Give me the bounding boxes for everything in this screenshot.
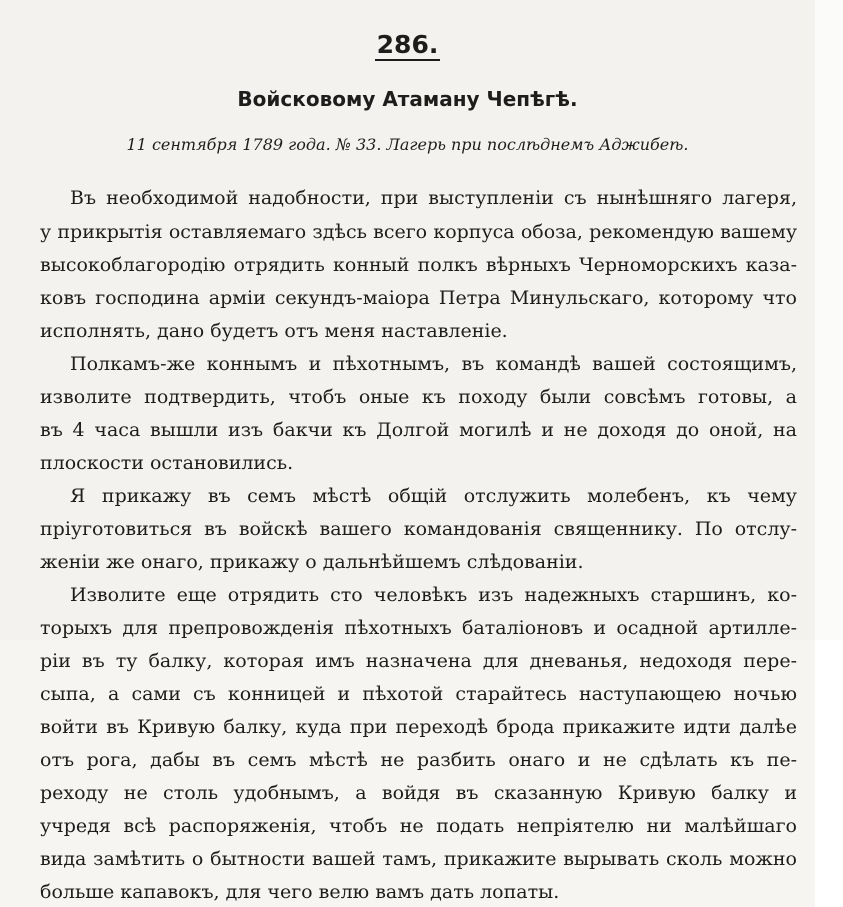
text-line: Я прикажу въ семъ мѣстѣ общій отслужить молебенъ, къ чему <box>70 485 797 507</box>
text-line: реходу не столь удобнымъ, а войдя въ сказанную Кривую балку и <box>40 782 797 804</box>
text-line: войти въ Кривую балку, куда при переходѣ брода прикажите идти далѣе <box>40 716 797 738</box>
text-line: ковъ господина арміи секундъ-маіора Петра Минульскаго, которому что <box>40 287 797 309</box>
page-edge <box>815 0 843 640</box>
text-line: Изволите еще отрядить сто человѣкъ изъ надежныхъ старшинъ, ко- <box>70 584 797 606</box>
document-number <box>0 30 815 59</box>
document-addressee: Войсковому Атаману Чепѣгѣ. <box>237 87 578 111</box>
text-line: вида замѣтить о бытности вашей тамъ, прикажите вырывать сколь можно <box>40 848 797 870</box>
text-line: высокоблагородію отрядить конный полкъ вѣрныхъ Черноморскихъ каза- <box>40 254 797 276</box>
document-number-text: 286. <box>376 30 439 59</box>
text-line: въ 4 часа вышли изъ бакчи къ Долгой могилѣ и не доходя до оной, на <box>40 419 797 441</box>
text-line: исполнять, дано будетъ отъ меня наставленіе. <box>40 320 508 342</box>
text-line: у прикрытія оставляемаго здѣсь всего корпуса обоза, рекомендую вашему <box>40 221 797 243</box>
text-line: сыпа, а сами съ конницей и пѣхотой старайтесь наступающею ночью <box>40 683 797 705</box>
document-dateline: 11 сентября 1789 года. № 33. Лагерь при послѣднемъ Аджибеѣ. <box>126 135 689 154</box>
text-line: Въ необходимой надобности, при выступленіи съ нынѣшняго лагеря, <box>70 187 797 209</box>
text-line: женіи же онаго, прикажу о дальнѣйшемъ слѣдованіи. <box>40 551 584 573</box>
text-line: учредя всѣ распоряженія, чтобъ не подать непріятелю ни малѣйшаго <box>40 815 797 837</box>
text-line: пріуготовиться въ войскѣ вашего командованія священнику. По отслу- <box>40 518 797 540</box>
text-line: торыхъ для препровожденія пѣхотныхъ баталіоновъ и осадной артилле- <box>40 617 797 639</box>
text-line: отъ рога, дабы въ семъ мѣстѣ не разбить онаго и не сдѣлать къ пе- <box>40 749 797 771</box>
text-line: изволите подтвердить, чтобъ оные къ походу были совсѣмъ готовы, а <box>40 386 797 408</box>
text-line: больше капавокъ, для чего велю вамъ дать лопаты. <box>40 881 560 903</box>
text-line: ріи въ ту балку, которая имъ назначена для дневанья, недоходя пере- <box>40 650 797 672</box>
text-line: плоскости остановились. <box>40 452 294 474</box>
text-line: Полкамъ-же коннымъ и пѣхотнымъ, въ командѣ вашей состоящимъ, <box>70 353 797 375</box>
